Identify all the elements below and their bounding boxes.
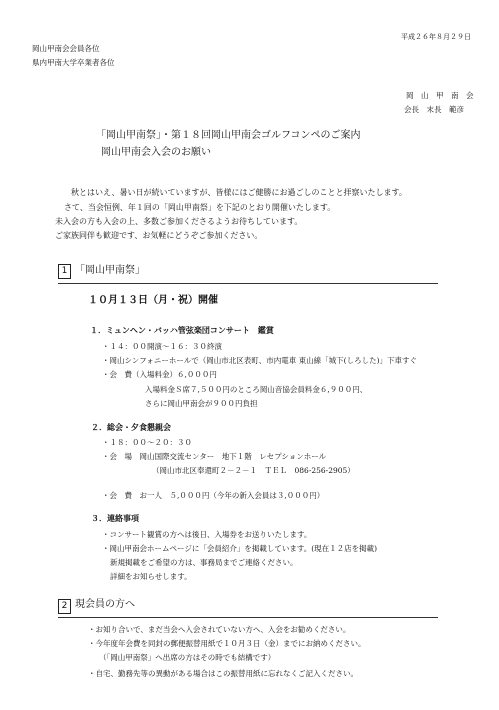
- event-date: １０月１３日（月・祝）開催: [88, 295, 218, 306]
- document-date: 平成２６年８月２９日: [401, 33, 471, 41]
- intro-line-3: 未入会の方も入会の上、多数ご参加くださるようお待ちしています。: [55, 217, 303, 226]
- recipient-line-2: 県内甲南大学卒業者各位: [32, 58, 115, 67]
- item-3-heading: ３．連絡事項: [91, 514, 139, 523]
- section-2-line-4: ・自宅、勤務先等の異動がある場合はこの振替用紙に忘れなくご記入ください。: [88, 669, 358, 678]
- item-3-line-3: 新規掲載をご希望の方は、事務局までご連絡ください。: [110, 558, 298, 567]
- intro-line-1: 秋とはいえ、暑い日が続いていますが、皆様にはご健勝にお過ごしのことと拝察いたします。: [71, 188, 407, 197]
- section-2-heading: 現会員の方へ: [75, 599, 135, 610]
- section-2-underline: [58, 617, 438, 618]
- doc-title-line-1: 「岡山甲南祭」・第１８回岡山甲南会ゴルフコンペのご案内: [96, 130, 361, 141]
- section-number-box-1: 1: [58, 264, 71, 279]
- sender-org: 岡 山 甲 南 会: [406, 91, 474, 100]
- item-1-line-4: 入場料金Ｓ席７,５００円のところ岡山音協会員料金６,９００円、: [145, 385, 368, 394]
- item-3-line-1: ・コンサート観賞の方へは後日、入場券をお送りいたします。: [102, 530, 312, 539]
- item-2-line-1: ・１８：００～２０：３０: [102, 438, 192, 447]
- item-1-line-3: ・会 費（入場料金）６,０００円: [102, 370, 217, 379]
- item-1-line-5: さらに岡山甲南会が９００円負担: [145, 399, 258, 408]
- section-1-heading: 「岡山甲南祭」: [75, 265, 145, 276]
- item-2-line-3: （岡山市北区奉還町２－２－１ ＴＥＬ 086-256-2905）: [152, 466, 355, 475]
- item-3-line-4: 詳細をお知らせします。: [110, 572, 192, 581]
- item-2-line-2: ・会 場 岡山国際交流センター 地下１階 レセプションホール: [102, 452, 327, 461]
- section-1-underline: [58, 283, 438, 284]
- section-2-line-2: ・今年度年会費を同封の郵便振替用紙で１０月３日（金）までにお納めください。: [88, 639, 366, 648]
- section-2-line-3: （「岡山甲南祭」へ出席の方はその時でも結構です）: [99, 653, 276, 662]
- item-1-line-1: ・１４：００開演～１６：３０終演: [102, 342, 222, 351]
- intro-line-2: さて、当会恒例、年１回の「岡山甲南祭」を下記のとおり開催いたします。: [64, 203, 336, 212]
- item-1-heading: １．ミュンヘン・バッハ管弦楽団コンサート 鑑賞: [90, 326, 274, 335]
- sender-person: 会長 末長 範彦: [404, 105, 464, 114]
- section-2-line-1: ・お知り合いで、まだ当会へ入会されていない方へ、入会をお勧めください。: [88, 625, 351, 634]
- recipient-line-1: 岡山甲南会会員各位: [32, 44, 100, 53]
- doc-title-line-2: 岡山甲南会入会のお願い: [101, 147, 211, 158]
- item-3-line-2: ・岡山甲南会ホームページに「会員紹介」を掲載しています。(現在１２店を掲載): [102, 544, 378, 553]
- item-1-line-2: ・岡山シンフォニーホールで（岡山市北区表町、市内電車 東山線「城下(しろした)」下車すぐ: [102, 356, 418, 365]
- item-2-heading: ２．総会・夕食懇親会: [91, 423, 171, 432]
- section-number-box-2: 2: [58, 599, 71, 614]
- item-2-line-4: ・会 費 お一人 ５,０００円（今年の新入会員は３,０００円）: [102, 491, 325, 500]
- intro-line-4: ご家族同伴も歓迎です、お気軽にどうぞご参加ください。: [55, 231, 263, 240]
